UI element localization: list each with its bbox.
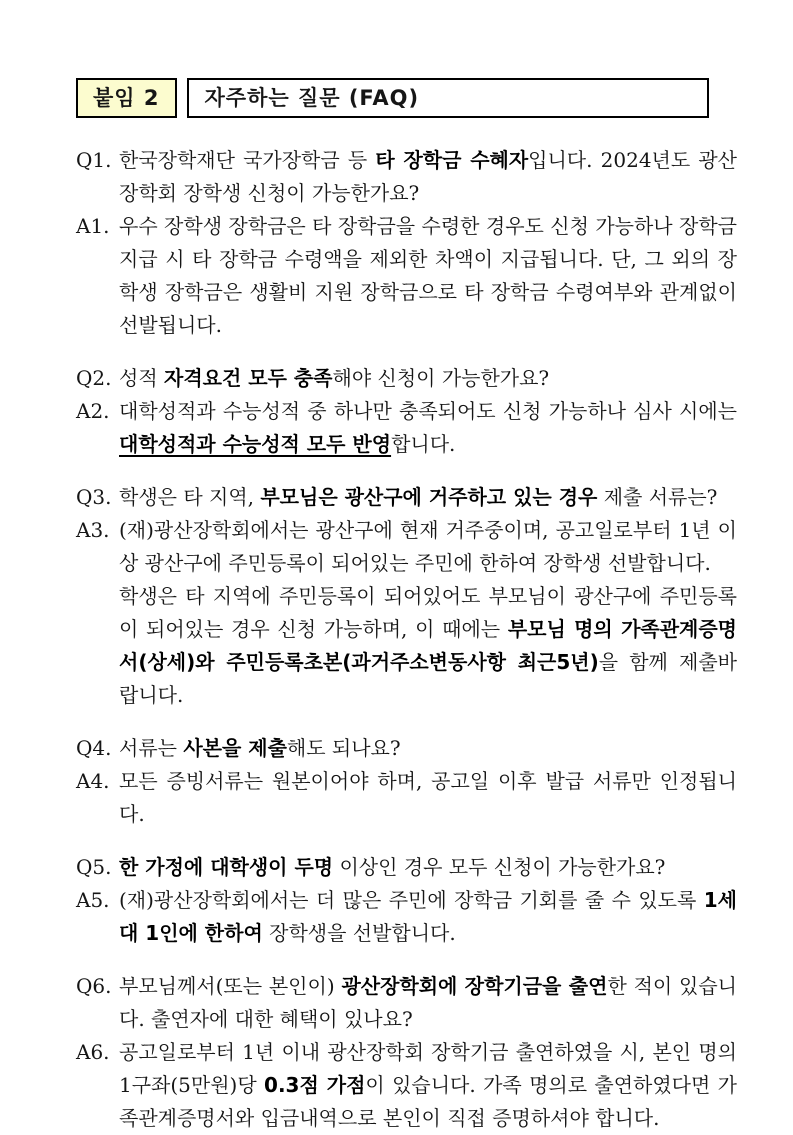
body-text: 제출 서류는? (597, 485, 718, 509)
body-text: 부모님께서(또는 본인이) (119, 974, 342, 998)
answer-label: A5. (76, 888, 110, 912)
faq-question (76, 481, 737, 514)
page-title: 자주하는 질문 (FAQ) (187, 78, 709, 118)
answer-paragraph (119, 395, 737, 461)
faq-answer (76, 765, 737, 831)
question-paragraph (119, 732, 737, 765)
question-label: Q6. (76, 974, 112, 998)
body-text: 성적 (119, 366, 164, 390)
emphasis-text: 사본을 제출 (183, 736, 287, 760)
faq-question (76, 970, 737, 1036)
body-text: 이상인 경우 모두 신청이 가능한가요? (333, 855, 666, 879)
emphasis-text: 1세대 1인에 한하여 (119, 888, 737, 945)
emphasis-text: 광산장학회에 장학기금을 출연 (341, 974, 608, 998)
question-text (119, 851, 737, 884)
faq-answer (76, 210, 737, 342)
body-text: 해야 신청이 가능한가요? (332, 366, 550, 390)
emphasis-text: 타 장학금 수혜자 (375, 148, 529, 172)
question-label: Q4. (76, 736, 112, 760)
answer-text (119, 1036, 737, 1135)
body-text: 해도 되나요? (286, 736, 401, 760)
body-text: 이 있습니다. 가족 명의로 출연하였다면 가족관계증명서와 입금내역으로 본인이 직접 증명하셔야 합니다. (119, 1073, 737, 1130)
faq-question (76, 851, 737, 884)
faq-answer (76, 395, 737, 461)
body-text: 모든 증빙서류는 원본이어야 하며, 공고일 이후 발급 서류만 인정됩니다. (119, 769, 737, 826)
answer-label: A3. (76, 518, 110, 542)
faq-answer (76, 1036, 737, 1135)
question-paragraph (119, 970, 737, 1036)
question-paragraph (119, 481, 737, 514)
body-text: 서류는 (119, 736, 184, 760)
answer-paragraph (119, 210, 737, 342)
faq-item (76, 732, 737, 831)
faq-answer (76, 514, 737, 712)
faq-item (76, 481, 737, 712)
question-paragraph (119, 851, 737, 884)
faq-answer (76, 884, 737, 950)
question-text (119, 732, 737, 765)
answer-paragraph (119, 884, 737, 950)
attachment-badge: 붙임 2 (76, 78, 177, 118)
question-paragraph (119, 362, 737, 395)
faq-item (76, 362, 737, 461)
question-label: Q5. (76, 855, 112, 879)
body-text: (재)광산장학회에서는 더 많은 주민에 장학금 기회를 줄 수 있도록 (119, 888, 704, 912)
body-text: 학생은 타 지역, (119, 485, 261, 509)
body-text: 한국장학재단 국가장학금 등 (119, 148, 376, 172)
faq-list (76, 144, 737, 1135)
answer-text (119, 884, 737, 950)
answer-paragraph (119, 1036, 737, 1135)
faq-item (76, 970, 737, 1135)
faq-question (76, 732, 737, 765)
body-text: 대학성적과 수능성적 중 하나만 충족되어도 신청 가능하나 심사 시에는 (119, 399, 737, 423)
emphasis-underline-text: 대학성적과 수능성적 모두 반영 (119, 432, 392, 456)
faq-question (76, 362, 737, 395)
answer-label: A1. (76, 214, 110, 238)
emphasis-text: 자격요건 모두 충족 (164, 366, 333, 390)
emphasis-text: 한 가정에 대학생이 두명 (119, 855, 334, 879)
emphasis-text: 부모님은 광산구에 거주하고 있는 경우 (260, 485, 598, 509)
question-text (119, 362, 737, 395)
question-label: Q3. (76, 485, 112, 509)
faq-item (76, 144, 737, 342)
body-text: 우수 장학생 장학금은 타 장학금을 수령한 경우도 신청 가능하나 장학금 지급 시 타 장학금 수령액을 제외한 차액이 지급됩니다. 단, 그 외의 장학생 장학금은 생활비 지원 장학금으로 타 장학금 수령여부와 관계없이 선발됩니다. (119, 214, 737, 337)
question-text (119, 970, 737, 1036)
body-text: 학생은 타 지역에 주민등록이 되어있어도 부모님이 광산구에 주민등록이 되어있는 경우 신청 가능하며, 이 때에는 (119, 584, 737, 641)
emphasis-text: 0.3점 가점 (264, 1073, 366, 1097)
question-label: Q2. (76, 366, 112, 390)
faq-question (76, 144, 737, 210)
answer-text (119, 765, 737, 831)
answer-label: A6. (76, 1040, 110, 1064)
answer-text (119, 210, 737, 342)
body-text: 합니다. (391, 432, 456, 456)
question-text (119, 481, 737, 514)
document-header (76, 78, 737, 118)
body-text: 입니다. 2024년도 광산장학회 장학생 신청이 가능한가요? (119, 148, 737, 205)
answer-paragraph (119, 514, 737, 580)
answer-label: A4. (76, 769, 110, 793)
question-paragraph (119, 144, 737, 210)
body-text: 을 함께 제출바랍니다. (119, 650, 738, 707)
faq-item (76, 851, 737, 950)
question-text (119, 144, 737, 210)
body-text: 한 적이 있습니다. 출연자에 대한 혜택이 있나요? (119, 974, 737, 1031)
body-text: (재)광산장학회에서는 광산구에 현재 거주중이며, 공고일로부터 1년 이상 광산구에 주민등록이 되어있는 주민에 한하여 장학생 선발합니다. (119, 518, 737, 575)
answer-paragraph (119, 765, 737, 831)
answer-label: A2. (76, 399, 110, 423)
body-text: 공고일로부터 1년 이내 광산장학회 장학기금 출연하였을 시, 본인 명의 1구좌(5만원)당 (119, 1040, 737, 1097)
emphasis-text: 부모님 명의 가족관계증명서(상세)와 주민등록초본(과거주소변동사항 최근5년) (119, 617, 737, 674)
answer-paragraph (119, 580, 737, 712)
body-text: 장학생을 선발합니다. (262, 921, 456, 945)
question-label: Q1. (76, 148, 112, 172)
answer-text (119, 395, 737, 461)
answer-text (119, 514, 737, 712)
